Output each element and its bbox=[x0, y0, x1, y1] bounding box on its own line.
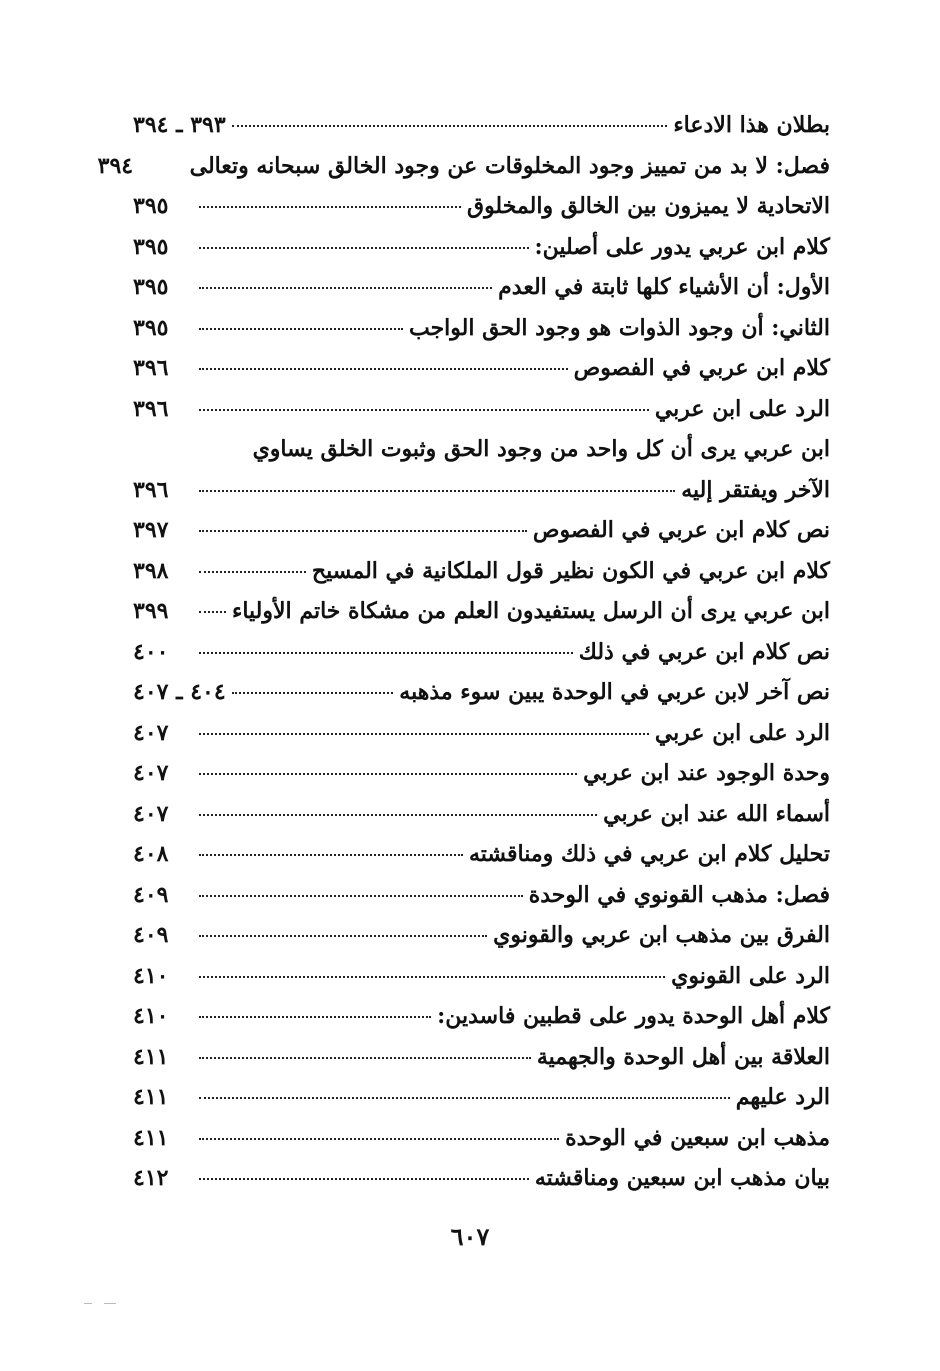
toc-entry-page: ٣٩٤ bbox=[97, 152, 134, 179]
toc-entry-page: ٤٠٧ bbox=[133, 800, 169, 827]
toc-entry-title: نص كلام ابن عربي في ذلك bbox=[578, 638, 830, 665]
dot-leader bbox=[199, 409, 649, 411]
scan-mark bbox=[84, 1303, 92, 1304]
toc-entry-page: ٣٩٥ bbox=[133, 274, 169, 300]
dot-leader bbox=[199, 1057, 531, 1059]
toc-entry-page: ٣٩٣ ـ ٣٩٤ bbox=[133, 112, 226, 138]
dot-leader bbox=[199, 206, 461, 208]
dot-leader bbox=[199, 1097, 730, 1099]
dot-leader bbox=[199, 814, 597, 816]
toc-entry-title: كلام أهل الوحدة يدور على قطبين فاسدين: bbox=[437, 1003, 830, 1029]
toc-entry-title: الثاني: أن وجود الذوات هو وجود الحق الواجب bbox=[408, 314, 830, 341]
toc-entry-page: ٣٩٦ bbox=[133, 395, 169, 422]
toc-entry bbox=[133, 112, 830, 153]
toc-entry bbox=[133, 1084, 830, 1125]
dot-leader bbox=[199, 368, 568, 370]
toc-entry-title: الرد على ابن عربي bbox=[654, 719, 830, 746]
toc-entry-page: ٤١١ bbox=[133, 1124, 169, 1151]
toc-entry-title: الرد عليهم bbox=[735, 1084, 830, 1110]
toc-entry-title: مذهب ابن سبعين في الوحدة bbox=[565, 1124, 830, 1151]
toc-entry bbox=[133, 922, 830, 963]
toc-entry-title: الآخر ويفتقر إليه bbox=[681, 476, 830, 503]
dot-leader bbox=[199, 1178, 529, 1180]
dot-leader bbox=[232, 692, 394, 694]
toc-entry-page: ٤١١ bbox=[133, 1043, 169, 1070]
toc-entry bbox=[133, 1003, 830, 1044]
toc-entry-page: ٣٩٦ bbox=[133, 355, 169, 381]
toc-entry-page: ٤٠٩ bbox=[133, 881, 169, 908]
toc-entry bbox=[133, 760, 830, 801]
toc-entry bbox=[133, 315, 830, 356]
dot-leader bbox=[199, 1016, 431, 1018]
toc-entry bbox=[133, 396, 830, 437]
dot-leader bbox=[199, 976, 665, 978]
toc-entry-page: ٤٠٧ bbox=[133, 719, 169, 746]
toc-entry bbox=[133, 598, 830, 639]
dot-leader bbox=[199, 895, 523, 897]
toc-entry-title: بطلان هذا الادعاء bbox=[673, 112, 830, 138]
toc-entry bbox=[133, 720, 830, 761]
toc-entry-title: بيان مذهب ابن سبعين ومناقشته bbox=[534, 1165, 830, 1191]
toc-entry bbox=[97, 152, 830, 194]
toc-entry-title: الاتحادية لا يميزون بين الخالق والمخلوق bbox=[467, 193, 830, 219]
toc-entry bbox=[133, 355, 830, 396]
toc-entry bbox=[133, 477, 830, 518]
page-number: ٦٠٧ bbox=[450, 1222, 490, 1251]
toc-entry-title: أسماء الله عند ابن عربي bbox=[603, 800, 830, 827]
toc-entry bbox=[133, 1165, 830, 1206]
dot-leader bbox=[199, 530, 527, 532]
toc-entry bbox=[133, 274, 830, 315]
toc-entry-page: ٤٠٧ bbox=[133, 760, 169, 786]
toc-entry-page: ٣٩٧ bbox=[133, 517, 169, 543]
scan-mark bbox=[104, 1303, 116, 1304]
dot-leader bbox=[199, 490, 675, 492]
toc-entry-page: ٤٠٠ bbox=[133, 638, 169, 665]
toc-entry bbox=[133, 882, 830, 923]
toc-entry-title: ابن عربي يرى أن الرسل يستفيدون العلم من مشكاة خاتم الأولياء bbox=[232, 598, 830, 624]
toc-entry-title: نص آخر لابن عربي في الوحدة يبين سوء مذهبه bbox=[399, 679, 830, 705]
toc-entry-page: ٤٠٩ bbox=[133, 922, 169, 948]
toc-entry-page: ٤٠٨ bbox=[133, 841, 169, 867]
toc-entry bbox=[133, 639, 830, 680]
toc-entry bbox=[133, 193, 830, 234]
toc-entry-page: ٣٩٩ bbox=[133, 598, 169, 624]
dot-leader bbox=[199, 247, 529, 249]
toc-entry-title: الأول: أن الأشياء كلها ثابتة في العدم bbox=[498, 274, 830, 300]
toc-entry bbox=[133, 679, 830, 720]
toc-entry-page: ٣٩٦ bbox=[133, 476, 169, 503]
toc-entry-title: ابن عربي يرى أن كل واحد من وجود الحق وثبوت الخلق يساوي bbox=[252, 436, 830, 462]
toc-entry-continued bbox=[133, 436, 830, 477]
toc-entry-page: ٣٩٥ bbox=[133, 193, 169, 219]
dot-leader bbox=[199, 287, 492, 289]
toc-entry-page: ٤١٠ bbox=[133, 1003, 169, 1029]
toc-entry-title: فصل: مذهب القونوي في الوحدة bbox=[528, 881, 830, 908]
toc-entry-page: ٣٩٥ bbox=[133, 314, 169, 341]
dot-leader bbox=[199, 854, 463, 856]
toc-entry-title: العلاقة بين أهل الوحدة والجهمية bbox=[536, 1043, 830, 1070]
toc-entry-page: ٤١١ bbox=[133, 1084, 169, 1110]
table-of-contents bbox=[97, 112, 830, 1206]
toc-entry-page: ٤٠٤ ـ ٤٠٧ bbox=[133, 679, 226, 705]
toc-entry-page: ٤١٠ bbox=[133, 962, 169, 989]
toc-entry-title: كلام ابن عربي يدور على أصلين: bbox=[534, 233, 830, 260]
toc-entry bbox=[133, 234, 830, 275]
toc-entry bbox=[133, 1125, 830, 1166]
toc-entry-title: تحليل كلام ابن عربي في ذلك ومناقشته bbox=[468, 841, 830, 867]
dot-leader bbox=[199, 733, 649, 735]
dot-leader bbox=[199, 935, 487, 937]
toc-entry-title: كلام ابن عربي في الفصوص bbox=[573, 355, 830, 381]
dot-leader bbox=[199, 652, 573, 654]
toc-entry bbox=[133, 558, 830, 599]
toc-entry-title: الرد على القونوي bbox=[671, 962, 830, 989]
toc-entry bbox=[133, 517, 830, 558]
toc-entry bbox=[133, 1044, 830, 1085]
dot-leader bbox=[199, 1138, 559, 1140]
toc-entry-page: ٣٩٨ bbox=[133, 557, 169, 584]
dot-leader bbox=[199, 328, 403, 330]
dot-leader bbox=[199, 773, 577, 775]
toc-entry-title: وحدة الوجود عند ابن عربي bbox=[583, 760, 830, 786]
toc-entry bbox=[133, 841, 830, 882]
toc-entry-page: ٣٩٥ bbox=[133, 233, 169, 260]
dot-leader bbox=[199, 571, 306, 573]
toc-entry-title: كلام ابن عربي في الكون نظير قول الملكانية في المسيح bbox=[311, 557, 830, 584]
toc-entry bbox=[133, 801, 830, 842]
toc-entry-page: ٤١٢ bbox=[133, 1165, 169, 1191]
toc-entry-title: نص كلام ابن عربي في الفصوص bbox=[532, 517, 830, 543]
toc-entry-title: الفرق بين مذهب ابن عربي والقونوي bbox=[493, 922, 830, 948]
toc-entry-title: فصل: لا بد من تمييز وجود المخلوقات عن وجود الخالق سبحانه وتعالى bbox=[189, 152, 830, 179]
toc-entry-title: الرد على ابن عربي bbox=[654, 395, 830, 422]
dot-leader bbox=[232, 125, 668, 127]
dot-leader bbox=[199, 611, 226, 613]
toc-entry bbox=[133, 963, 830, 1004]
